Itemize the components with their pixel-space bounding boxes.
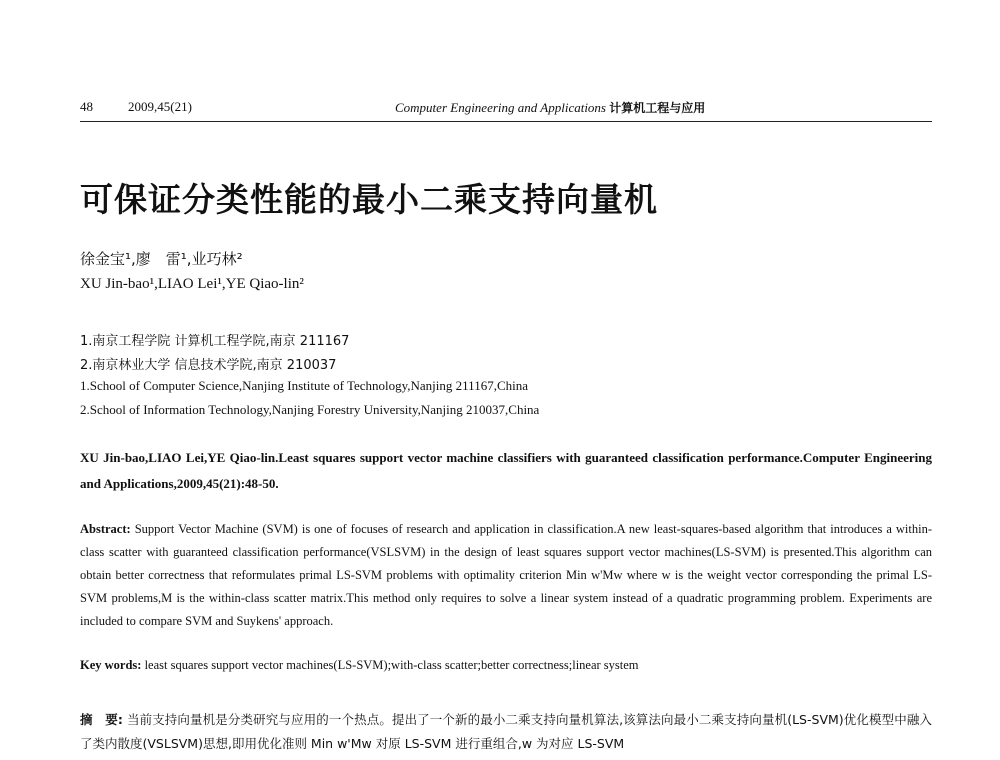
affiliation-en-2: 2.School of Information Technology,Nanjing Forestry University,Nanjing 210037,China: [80, 402, 540, 417]
abstract-label: Abstract:: [80, 522, 131, 536]
abstract: [80, 518, 932, 633]
journal-name-cn: 计算机工程与应用: [609, 101, 706, 115]
affiliation-cn-1: 1.南京工程学院 计算机工程学院,南京 211167: [80, 334, 350, 349]
journal-name: [395, 99, 705, 116]
paper-title: 可保证分类性能的最小二乘支持向量机: [80, 180, 658, 219]
affiliation-en-1: 1.School of Computer Science,Nanjing Institute of Technology,Nanjing 211167,China: [80, 378, 528, 393]
journal-name-en: Computer Engineering and Applications: [395, 100, 606, 115]
abstract-cn-label: 摘 要:: [80, 712, 123, 727]
page-number: 48: [80, 99, 93, 114]
header-rule: [80, 121, 932, 122]
issue-number: 2009,45(21): [128, 99, 192, 114]
keywords-text: least squares support vector machines(LS-SVM);with-class scatter;better correctness;linear system: [144, 658, 639, 672]
running-header: [80, 97, 932, 119]
abstract-cn-text: 当前支持向量机是分类研究与应用的一个热点。提出了一个新的最小二乘支持向量机算法,该算法向最小二乘支持向量机(LS-SVM)优化模型中融入了类内散度(VSLSVM)思想,即用优化准则 Min w'Mw 对原 LS-SVM 进行重组合,w 为对应 LS-SVM: [80, 712, 932, 751]
keywords: [80, 658, 932, 673]
keywords-label: Key words:: [80, 658, 142, 672]
citation: XU Jin-bao,LIAO Lei,YE Qiao-lin.Least squares support vector machine classifiers with guaranteed classification performance.Computer Engineering and Applications,2009,45(21):48-50.: [80, 450, 932, 491]
affiliation-cn-2: 2.南京林业大学 信息技术学院,南京 210037: [80, 358, 337, 373]
abstract-cn: [80, 708, 932, 756]
authors-en: XU Jin-bao¹,LIAO Lei¹,YE Qiao-lin²: [80, 276, 304, 292]
authors-cn: 徐金宝¹,廖 雷¹,业巧林²: [80, 250, 243, 268]
abstract-text: Support Vector Machine (SVM) is one of focuses of research and application in classification.A new least-squares-based algorithm that introduces a within-class scatter with guaranteed classification performance(VSLSVM) in the design of least squares support vector machines(LS-SVM) is presented.This algorithm can obtain better correctness that reformulates primal LS-SVM problems with optimality criterion Min w'Mw where w is the weight vector corresponding the primal LS-SVM problems,M is the within-class scatter matrix.This method only requires to solve a linear system instead of a quadratic programming problem. Experiments are included to compare SVM and Suykens' approach.: [80, 522, 933, 628]
